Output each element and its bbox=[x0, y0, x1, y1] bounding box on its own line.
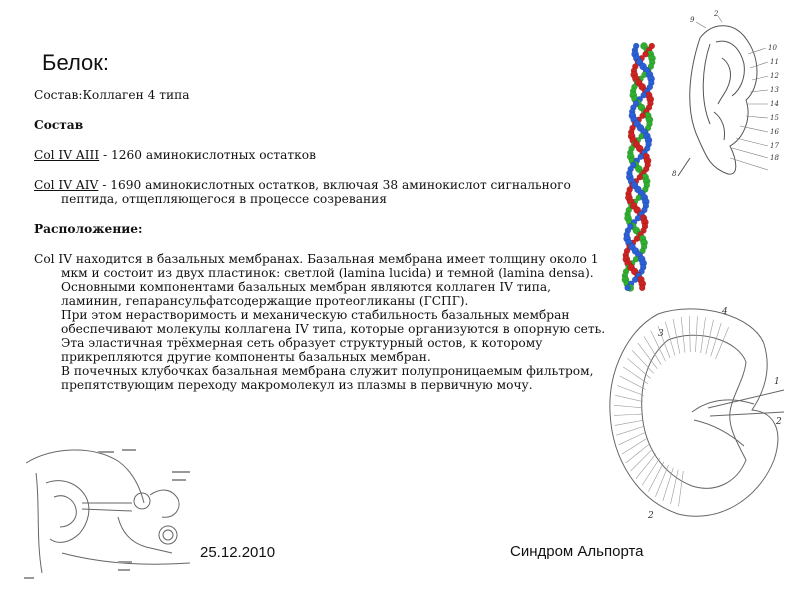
ear-label-7: 15 bbox=[770, 114, 779, 122]
slide-title: Белок: bbox=[42, 50, 109, 75]
ear-label-8: 16 bbox=[770, 128, 779, 136]
ear-label-11: 8 bbox=[672, 170, 677, 178]
col-a4-name: Col IV AIV bbox=[34, 178, 99, 192]
footer-topic: Синдром Альпорта bbox=[510, 543, 644, 560]
kidney-label-4: 2 bbox=[648, 511, 654, 521]
ear-label-2: 10 bbox=[768, 44, 777, 52]
ear-label-0: 9 bbox=[690, 16, 695, 24]
location-paragraph-2: При этом нерастворимость и механическую стабильность базальных мембран обеспечивают молекулы коллагена IV типа, которые организуются в опорную сеть. Эта эластичная трёхмерная сеть образует структурный остов, к которому прикрепляются другие компоненты базальных мембран. bbox=[61, 308, 606, 364]
col-a4-item bbox=[34, 178, 614, 206]
ear-label-4: 12 bbox=[770, 72, 779, 80]
collagen-helix-icon bbox=[614, 40, 666, 295]
col-a3-name: Col IV AIII bbox=[34, 148, 100, 162]
ear-label-1: 2 bbox=[714, 10, 719, 18]
col-a3-desc: - 1260 аминокислотных остатков bbox=[99, 148, 316, 162]
ear-label-3: 11 bbox=[770, 58, 779, 66]
kidney-label-0: 3 bbox=[658, 329, 664, 339]
col-a4-desc: - 1690 аминокислотных остатков, включая 38 аминокислот сигнального пептида, отщепляющегося в процессе созревания bbox=[61, 178, 571, 206]
footer-date: 25.12.2010 bbox=[200, 544, 276, 561]
location-paragraph-1: Col IV находится в базальных мембранах. Базальная мембрана имеет толщину около 1 мкм и состоит из двух пластинок: светлой (lamina lucida) и темной (lamina densa). Основными компонентами базальных мембран являются коллаген IV типа, ламинин, гепарансульфатсодержащие протеогликаны (ГСПГ). bbox=[34, 252, 599, 308]
composition-line: Состав:Коллаген 4 типа bbox=[34, 88, 190, 102]
ear-label-10: 18 bbox=[770, 154, 779, 162]
composition-heading: Состав bbox=[34, 118, 84, 132]
kidney-label-1: 4 bbox=[722, 307, 728, 317]
inner-ear-icon bbox=[22, 443, 197, 585]
slide-body bbox=[34, 88, 614, 392]
outer-ear-icon bbox=[670, 8, 788, 178]
ear-label-6: 14 bbox=[770, 100, 779, 108]
location-paragraph-3: В почечных клубочках базальная мембрана служит полупроницаемым фильтром, препятствующим переходу макромолекул из плазмы в первичную мочу. bbox=[61, 364, 594, 392]
ear-label-9: 17 bbox=[770, 142, 779, 150]
ear-label-5: 13 bbox=[770, 86, 779, 94]
location-heading: Расположение: bbox=[34, 222, 143, 236]
kidney-label-2: 1 bbox=[774, 377, 780, 387]
kidney-section-icon bbox=[588, 300, 788, 525]
col-a3-item bbox=[34, 148, 614, 162]
kidney-label-3: 2 bbox=[776, 417, 782, 427]
